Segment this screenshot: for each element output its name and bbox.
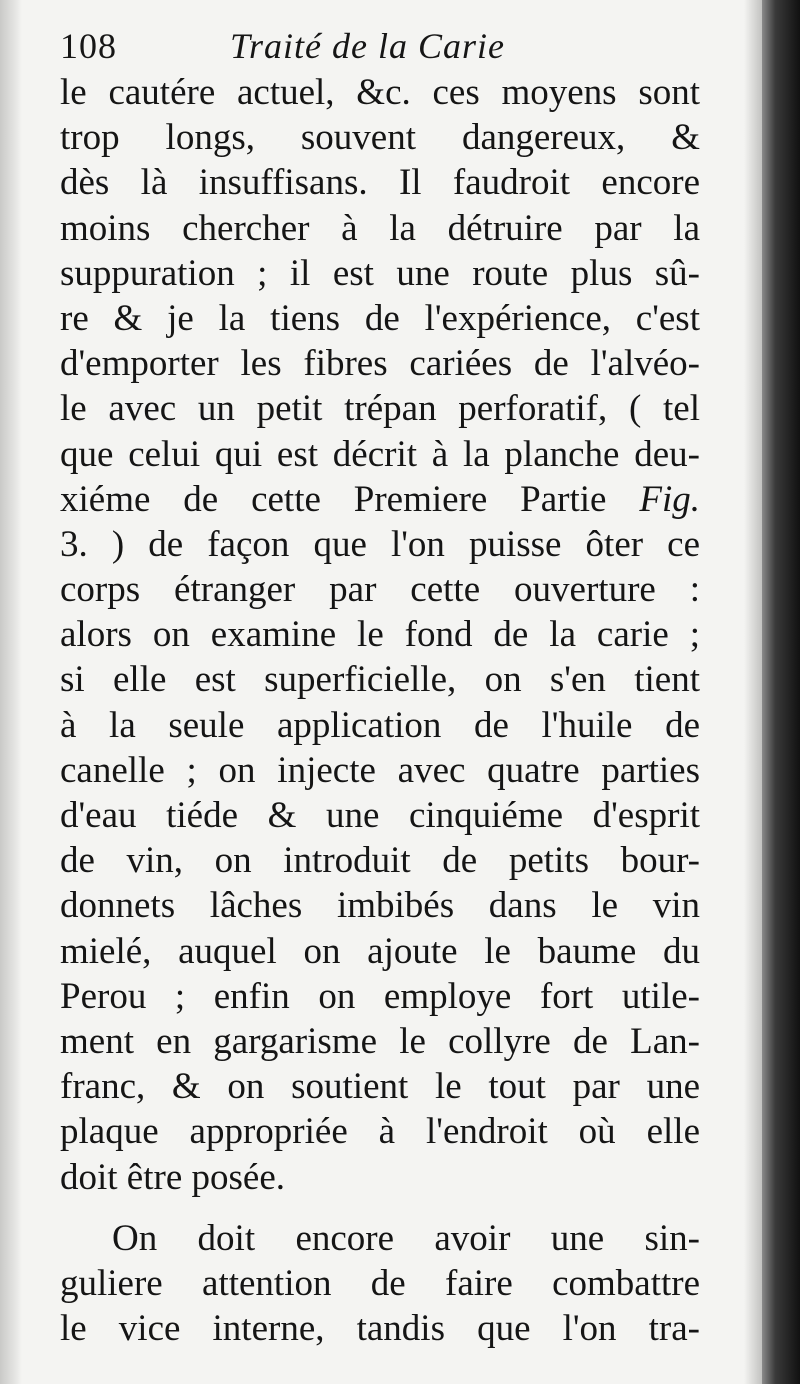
text-line: re & je la tiens de l'expérience, c'est: [60, 297, 700, 339]
text-line: doit être posée.: [60, 1156, 285, 1198]
text-line: moins chercher à la détruire par la: [60, 207, 700, 249]
text-line: dès là insuffisans. Il faudroit encore: [60, 162, 700, 204]
text-line: de vin, on introduit de petits bour-: [60, 840, 700, 882]
text-line: On doit encore avoir une sin-: [112, 1217, 700, 1259]
page-header: [60, 22, 700, 70]
paragraph-2: [60, 1216, 700, 1352]
text-line: d'emporter les fibres cariées de l'alvéo-: [60, 343, 700, 385]
text-fragment: xiéme de cette Premiere Partie: [60, 478, 607, 520]
text-line: ment en gargarisme le collyre de Lan-: [60, 1020, 700, 1062]
page-gutter-shadow: [0, 0, 22, 1384]
page-edge-dark: [762, 0, 800, 1384]
text-line: 3. ) de façon que l'on puisse ôter ce: [60, 523, 700, 565]
text-line: suppuration ; il est une route plus sû-: [60, 252, 700, 294]
text-line: d'eau tiéde & une cinquiéme d'esprit: [60, 795, 700, 836]
figure-reference: Fig.: [639, 478, 700, 520]
text-line: trop longs, souvent dangereux, &: [60, 117, 700, 159]
running-title: Traité de la Carie: [230, 26, 506, 66]
text-line: Perou ; enfin on employe fort utile-: [60, 975, 700, 1017]
text-line: canelle ; on injecte avec quatre parties: [60, 749, 700, 791]
text-line: que celui qui est décrit à la planche deu-: [60, 433, 700, 475]
text-line: le vice interne, tandis que l'on tra-: [60, 1308, 700, 1350]
text-line: plaque appropriée à l'endroit où elle: [60, 1111, 700, 1153]
text-line: donnets lâches imbibés dans le vin: [60, 885, 700, 927]
page-number: 108: [60, 26, 117, 66]
text-line: le cautére actuel, &c. ces moyens sont: [60, 72, 700, 113]
text-line: le avec un petit trépan perforatif, ( tel: [60, 388, 700, 430]
paragraph-gap: [60, 1200, 700, 1216]
text-line: alors on examine le fond de la carie ;: [60, 614, 700, 656]
text-line: franc, & on soutient le tout par une: [60, 1066, 700, 1108]
page-body: [60, 70, 700, 1351]
text-line-with-fig: [60, 477, 700, 522]
text-line: si elle est superficielle, on s'en tient: [60, 659, 700, 701]
text-line: à la seule application de l'huile de: [60, 704, 700, 746]
page-edge-shadow: [744, 0, 762, 1384]
text-line: guliere attention de faire combattre: [60, 1262, 700, 1304]
paragraph-1: [60, 70, 700, 1200]
text-line: mielé, auquel on ajoute le baume du: [60, 930, 700, 972]
text-line: corps étranger par cette ouverture :: [60, 569, 700, 611]
